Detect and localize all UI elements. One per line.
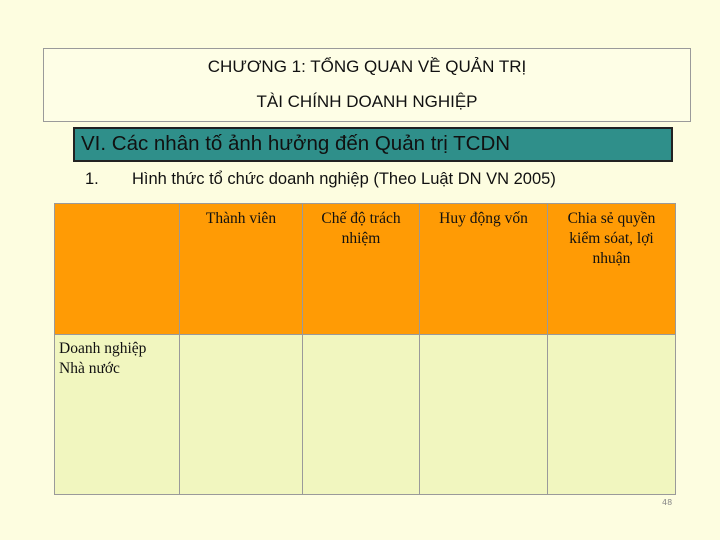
chapter-title-box [43,48,691,122]
chapter-title-line-2: TÀI CHÍNH DOANH NGHIỆP [256,92,478,111]
table-header-cell-liability: Chế độ trách nhiệm [303,204,420,335]
chapter-title-line-1: CHƯƠNG 1: TỔNG QUAN VỀ QUẢN TRỊ [207,57,527,76]
table-cell [180,335,303,495]
table-header-cell-corner [55,204,180,335]
table-header-cell-capital: Huy động vốn [420,204,548,335]
section-heading-bar [73,127,673,162]
table-cell [303,335,420,495]
enterprise-form-table [54,203,676,495]
table-row-label: Doanh nghiệp Nhà nước [55,335,180,495]
table-header-row [55,204,676,335]
table-cell [420,335,548,495]
table-header-cell-members: Thành viên [180,204,303,335]
table-row [55,335,676,495]
page-number: 48 [662,498,673,507]
table-cell [548,335,676,495]
item-text: Hình thức tổ chức doanh nghiệp (Theo Luật DN VN 2005) [132,170,556,188]
section-heading: VI. Các nhân tố ảnh hưởng đến Quản trị TCDN [81,132,511,155]
item-number: 1. [85,170,99,188]
table-header-cell-control-profit: Chia sẻ quyền kiểm sóat, lợi nhuận [548,204,676,335]
